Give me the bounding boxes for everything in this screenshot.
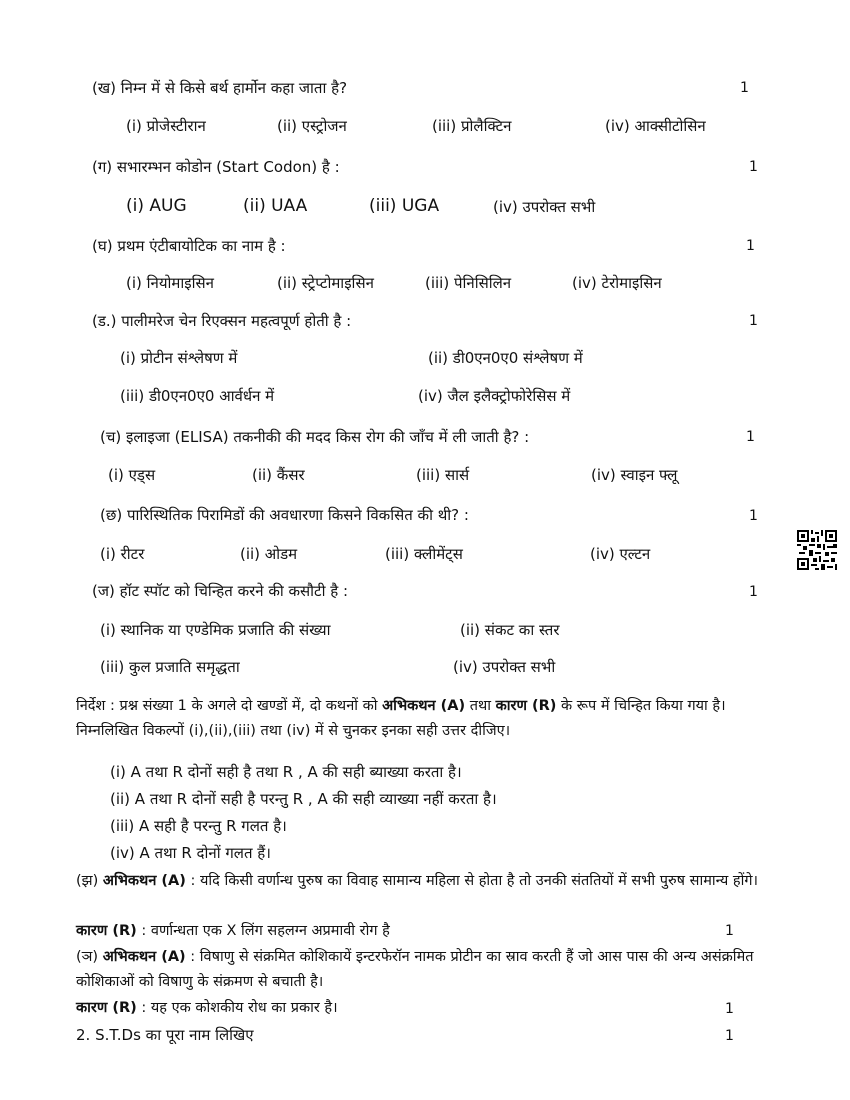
question-gha-option-4: (iv) टेरोमाइसिन (572, 274, 662, 292)
question-chha-option-3: (iii) क्लीमेंट्स (385, 545, 463, 563)
question-kha-stem: (ख) निम्न में से किसे बर्थ हार्मोन कहा जाता है? (92, 79, 348, 97)
question-nga-option-3: (iii) डी0एन0ए0 आर्वर्धन में (120, 387, 275, 405)
question-2 (76, 1025, 254, 1045)
question-chha-option-4: (iv) एल्टन (590, 545, 651, 563)
choice-1: (i) A तथा R दोनों सही है तथा R , A की सही ब्याख्या करता है। (110, 763, 462, 781)
question-kha-option-3: (iii) प्रोलैक्टिन (432, 117, 512, 135)
assertion-nya-assertion-text: : विषाणु से संक्रमित कोशिकायें इन्टरफेरॉन नामक प्रोटीन का स्राव करती हैं जो आस पास की अन्य असंक्रमित कोशिकाओं को विषाणु के संक्रमण से बचाती है। (76, 949, 754, 990)
question-chha-option-1: (i) रीटर (100, 545, 145, 563)
question-cha-option-2: (ii) कैंसर (252, 466, 305, 484)
question-cha-option-3: (iii) सार्स (416, 466, 470, 484)
question-cha-option-1: (i) एड्स (108, 466, 156, 484)
question-2-mark: 1 (725, 1028, 734, 1044)
question-ja-mark: 1 (749, 584, 758, 600)
question-gha-option-1: (i) नियोमाइसिन (126, 274, 215, 292)
direction-text-b: तथा (469, 698, 492, 714)
question-kha-option-4: (iv) आक्सीटोसिन (605, 117, 706, 135)
question-2-text: S.T.Ds का पूरा नाम लिखिए (95, 1026, 254, 1044)
question-ga-option-3: (iii) UGA (369, 196, 440, 216)
question-cha-option-4: (iv) स्वाइन फ्लू (591, 466, 678, 484)
question-nga-option-1: (i) प्रोटीन संश्लेषण में (120, 349, 238, 367)
question-ga-option-1: (i) AUG (126, 196, 187, 216)
question-ga-option-4: (iv) उपरोक्त सभी (493, 198, 596, 216)
question-ja-option-2: (ii) संकट का स्तर (460, 621, 560, 639)
question-nga-stem: (ड.) पालीमरेज चेन रिएक्सन महत्वपूर्ण होती है : (92, 312, 352, 330)
assertion-nya-reason-text: : यह एक कोशकीय रोध का प्रकार है। (141, 1000, 338, 1016)
assertion-jha-reason (76, 920, 390, 940)
question-ja-option-3: (iii) कुल प्रजाति समृद्धता (100, 658, 240, 676)
question-nga-option-4: (iv) जैल इलैक्ट्रोफोरेसिस में (418, 387, 571, 405)
assertion-nya-assertion-label: अभिकथन (A) (102, 949, 186, 965)
question-nga-option-2: (ii) डी0एन0ए0 संश्लेषण में (428, 349, 583, 367)
question-ja-option-4: (iv) उपरोक्त सभी (453, 658, 556, 676)
question-gha-mark: 1 (746, 238, 755, 254)
direction-assertion: अभिकथन (A) (382, 698, 466, 714)
assertion-nya-reason-label: कारण (R) (76, 1000, 137, 1016)
assertion-jha-reason-text: : वर्णान्धता एक X लिंग सहलग्न अप्रमावी रोग है (141, 923, 390, 939)
assertion-jha-assertion-label: अभिकथन (A) (102, 873, 186, 889)
question-kha-option-1: (i) प्रोजेस्टीरान (126, 117, 206, 135)
choice-3: (iii) A सही है परन्तु R गलत है। (110, 817, 287, 835)
direction-label: निर्देश : (76, 698, 115, 714)
assertion-nya (76, 945, 788, 995)
question-ga-stem: (ग) सभारम्भन कोडोन (Start Codon) है : (92, 158, 340, 176)
assertion-jha-label: (झ) (76, 873, 99, 889)
question-kha-option-2: (ii) एस्ट्रोजन (277, 117, 347, 135)
direction-text-a: प्रश्न संख्या 1 के अगले दो खण्डों में, दो कथनों को (119, 698, 378, 714)
question-ja-option-1: (i) स्थानिक या एण्डेमिक प्रजाति की संख्या (100, 621, 331, 639)
choice-2: (ii) A तथा R दोनों सही है परन्तु R , A की सही व्याख्या नहीं करता है। (110, 790, 497, 808)
question-cha-stem: (च) इलाइजा (ELISA) तकनीकी की मदद किस रोग की जाँच में ली जाती है? : (100, 428, 530, 446)
direction-paragraph (76, 694, 788, 744)
question-ga-mark: 1 (749, 159, 758, 175)
qr-code-icon (797, 530, 837, 570)
assertion-nya-label: (ञ) (76, 949, 99, 965)
assertion-nya-mark: 1 (725, 1001, 734, 1017)
question-2-number: 2. (76, 1026, 91, 1044)
question-nga-mark: 1 (749, 313, 758, 329)
assertion-jha-reason-label: कारण (R) (76, 923, 137, 939)
assertion-jha-mark: 1 (725, 923, 734, 939)
direction-text-c: के रूप में चिन्हित किया गया है। निम्नलिखित विकल्पों (i),(ii),(iii) तथा (iv) में से चुनकर इनका सही उत्तर दीजिए। (76, 698, 726, 739)
question-gha-option-2: (ii) स्ट्रेप्टोमाइसिन (277, 274, 374, 292)
question-gha-stem: (घ) प्रथम एंटीबायोटिक का नाम है : (92, 237, 286, 255)
assertion-jha (76, 869, 788, 894)
assertion-jha-assertion-text: : यदि किसी वर्णान्ध पुरुष का विवाह सामान्य महिला से होता है तो उनकी संततियों में सभी पुरुष सामान्य होंगे। (190, 873, 759, 889)
question-chha-mark: 1 (749, 508, 758, 524)
assertion-nya-reason (76, 997, 338, 1017)
question-chha-stem: (छ) पारिस्थितिक पिरामिडों की अवधारणा किसने विकसित की थी? : (100, 506, 469, 524)
question-chha-option-2: (ii) ओडम (240, 545, 298, 563)
question-ga-option-2: (ii) UAA (243, 196, 308, 216)
question-cha-mark: 1 (746, 429, 755, 445)
question-gha-option-3: (iii) पेनिसिलिन (425, 274, 512, 292)
direction-reason: कारण (R) (495, 698, 557, 714)
question-kha-mark: 1 (740, 80, 749, 96)
question-ja-stem: (ज) हॉट स्पॉट को चिन्हित करने की कसौटी है : (92, 582, 349, 600)
choice-4: (iv) A तथा R दोनों गलत हैं। (110, 844, 271, 862)
